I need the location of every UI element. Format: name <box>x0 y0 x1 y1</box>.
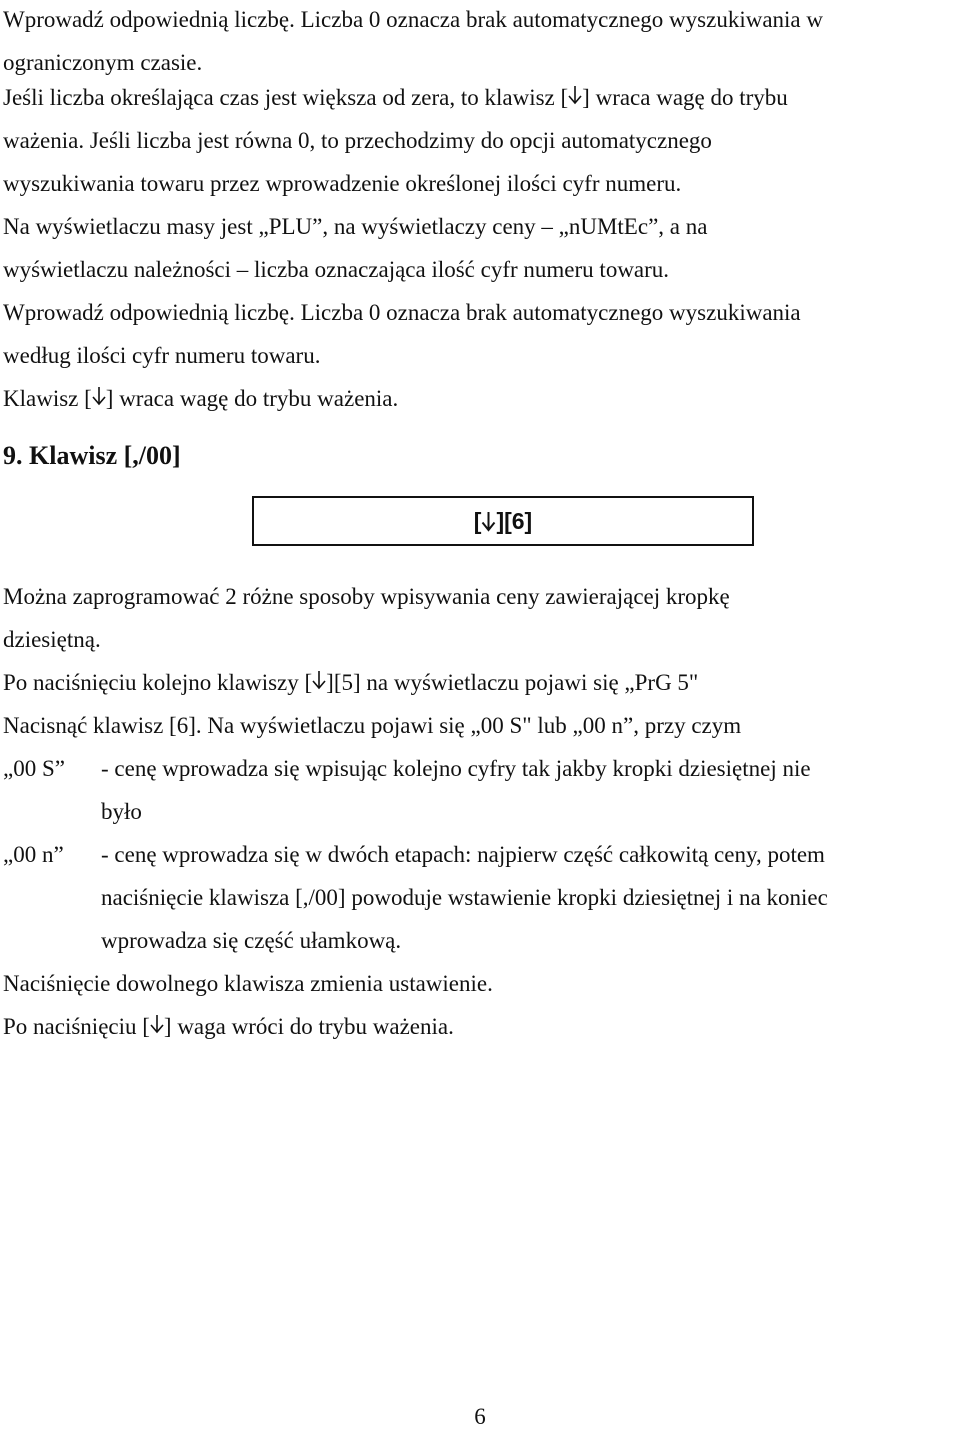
down-arrow-icon <box>92 386 106 406</box>
down-arrow-icon <box>150 1014 164 1034</box>
key-sequence-prefix: [ <box>473 508 482 534</box>
paragraph-line: ograniczonym czasie. <box>3 50 203 75</box>
paragraph-line: Naciśnięcie dowolnego klawisza zmienia ustawienie. <box>3 971 493 996</box>
paragraph-line: Na wyświetlaczu masy jest „PLU”, na wyświetlaczy ceny – „nUMtEc”, a na <box>3 214 708 239</box>
definition-label: „00 S” <box>3 756 65 781</box>
definition-line <box>3 833 960 876</box>
text-fragment: ] wraca wagę do trybu ważenia. <box>105 386 399 411</box>
text-fragment: Po naciśnięciu kolejno klawiszy [ <box>3 670 313 695</box>
definition-line <box>3 747 960 790</box>
paragraph-line: Można zaprogramować 2 różne sposoby wpisywania ceny zawierającej kropkę <box>3 584 730 609</box>
paragraph-line <box>3 661 960 704</box>
paragraph-line: wyszukiwania towaru przez wprowadzenie określonej ilości cyfr numeru. <box>3 171 682 196</box>
text-fragment: Klawisz [ <box>3 386 92 411</box>
key-sequence-suffix: ][6] <box>496 508 533 534</box>
paragraph-line: wyświetlaczu należności – liczba oznaczająca ilość cyfr numeru towaru. <box>3 257 670 282</box>
paragraph-line: wprowadza się część ułamkową. <box>101 928 402 953</box>
text-fragment: ][5] na wyświetlaczu pojawi się „PrG 5" <box>326 670 699 695</box>
key-sequence-box <box>252 496 754 546</box>
section-heading: 9. Klawisz [,/00] <box>3 441 181 470</box>
down-arrow-icon <box>568 85 582 105</box>
paragraph-line: dziesiętną. <box>3 627 101 652</box>
text-fragment: ] waga wróci do trybu ważenia. <box>163 1014 454 1039</box>
definition-text: - cenę wprowadza się wpisując kolejno cyfry tak jakby kropki dziesiętnej nie <box>101 756 811 781</box>
text-fragment: ] wraca wagę do trybu <box>582 85 788 110</box>
page-number: 6 <box>474 1404 486 1429</box>
paragraph-line: ważenia. Jeśli liczba jest równa 0, to przechodzimy do opcji automatycznego <box>3 128 712 153</box>
down-arrow-icon <box>481 511 496 532</box>
paragraph-line: według ilości cyfr numeru towaru. <box>3 343 321 368</box>
down-arrow-icon <box>312 670 326 690</box>
paragraph-line <box>3 76 960 119</box>
paragraph-line: Wprowadź odpowiednią liczbę. Liczba 0 oznacza brak automatycznego wyszukiwania <box>3 300 801 325</box>
text-fragment: Jeśli liczba określająca czas jest większa od zera, to klawisz [ <box>3 85 569 110</box>
paragraph-line: Wprowadź odpowiednią liczbę. Liczba 0 oznacza brak automatycznego wyszukiwania w <box>3 7 823 32</box>
definition-text: - cenę wprowadza się w dwóch etapach: najpierw część całkowitą ceny, potem <box>101 842 825 867</box>
definition-label: „00 n” <box>3 842 64 867</box>
paragraph-line <box>3 377 960 420</box>
paragraph-line: było <box>101 799 142 824</box>
paragraph-line <box>3 1005 960 1048</box>
paragraph-line: Nacisnąć klawisz [6]. Na wyświetlaczu pojawi się „00 S" lub „00 n”, przy czym <box>3 713 742 738</box>
paragraph-line: naciśnięcie klawisza [,/00] powoduje wstawienie kropki dziesiętnej i na koniec <box>101 885 828 910</box>
text-fragment: Po naciśnięciu [ <box>3 1014 150 1039</box>
